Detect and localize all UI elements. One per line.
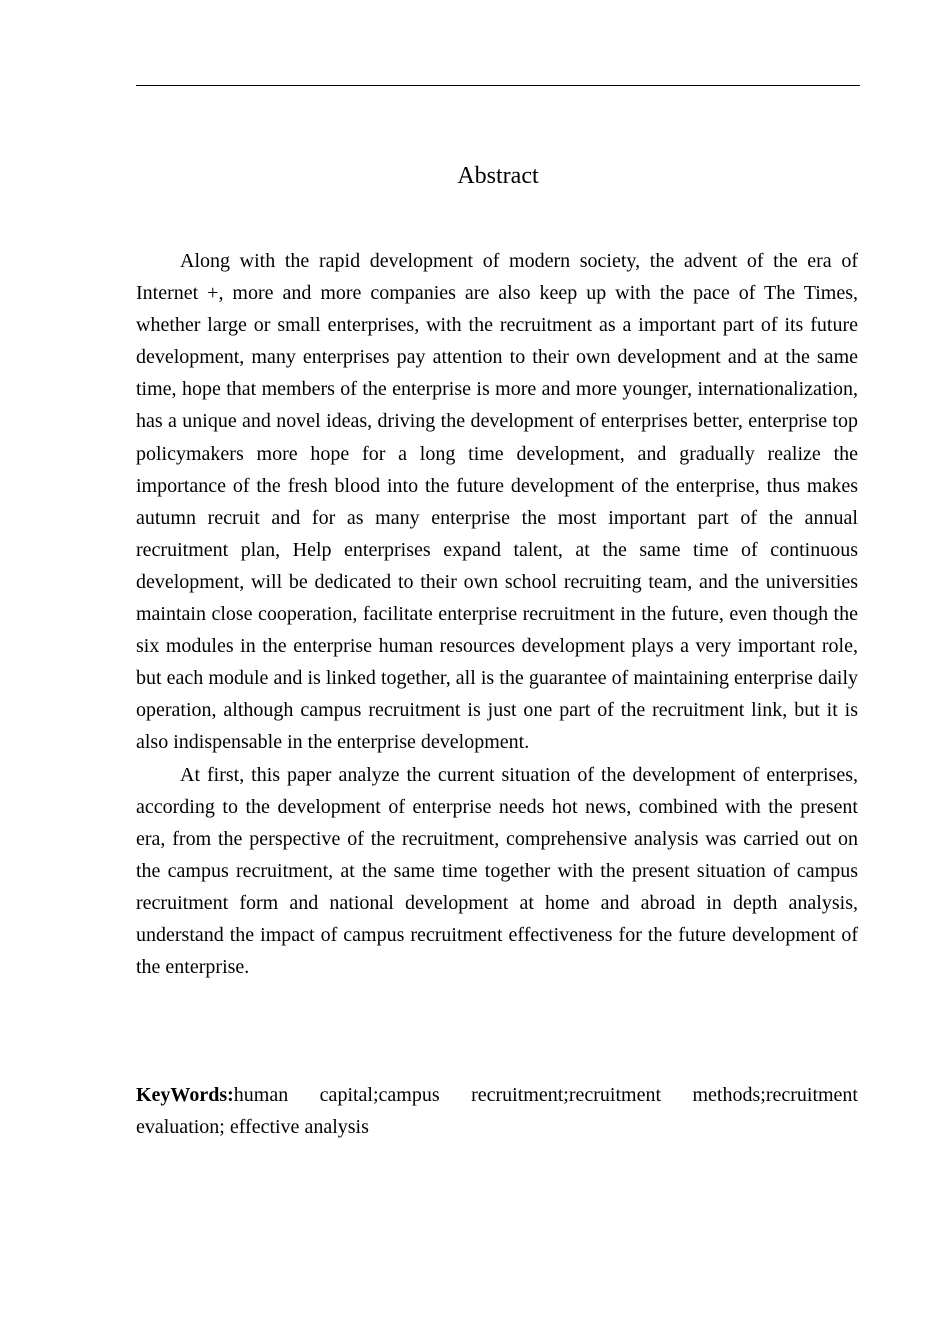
header-rule [136, 85, 860, 86]
abstract-paragraph-1: Along with the rapid development of modern society, the advent of the era of Internet +, more and more companies are also keep up with the pace of The Times, whether large or small enterprises, with the recruitment as a important part of its future development, many enterprises pay attention to their own development and at the same time, hope that members of the enterprise is more and more younger, internationalization, has a unique and novel ideas, driving the development of enterprises better, enterprise top policymakers more hope for a long time development, and gradually realize the importance of the fresh blood into the future development of the enterprise, thus makes autumn recruit and for as many enterprise the most important part of the annual recruitment plan, Help enterprises expand talent, at the same time of continuous development, will be dedicated to their own school recruiting team, and the universities maintain close cooperation, facilitate enterprise recruitment in the future, even though the six modules in the enterprise human resources development plays a very important role, but each module and is linked together, all is the guarantee of maintaining enterprise daily operation, although campus recruitment is just one part of the recruitment link, but it is also indispensable in the enterprise development. [136, 250, 858, 754]
abstract-title: Abstract [457, 163, 539, 189]
keywords-text: human capital;campus recruitment;recruitment methods;recruitment evaluation; effective analysis [136, 1084, 858, 1139]
abstract-body [136, 245, 858, 983]
abstract-paragraph-2: At first, this paper analyze the current situation of the development of enterprises, according to the development of enterprise needs hot news, combined with the present era, from the perspective of the recruitment, comprehensive analysis was carried out on the campus recruitment, at the same time together with the present situation of campus recruitment form and national development at home and abroad in depth analysis, understand the impact of campus recruitment effectiveness for the future development of the enterprise. [136, 763, 858, 979]
keywords-label: KeyWords: [136, 1084, 234, 1106]
keywords-line [136, 1079, 858, 1143]
